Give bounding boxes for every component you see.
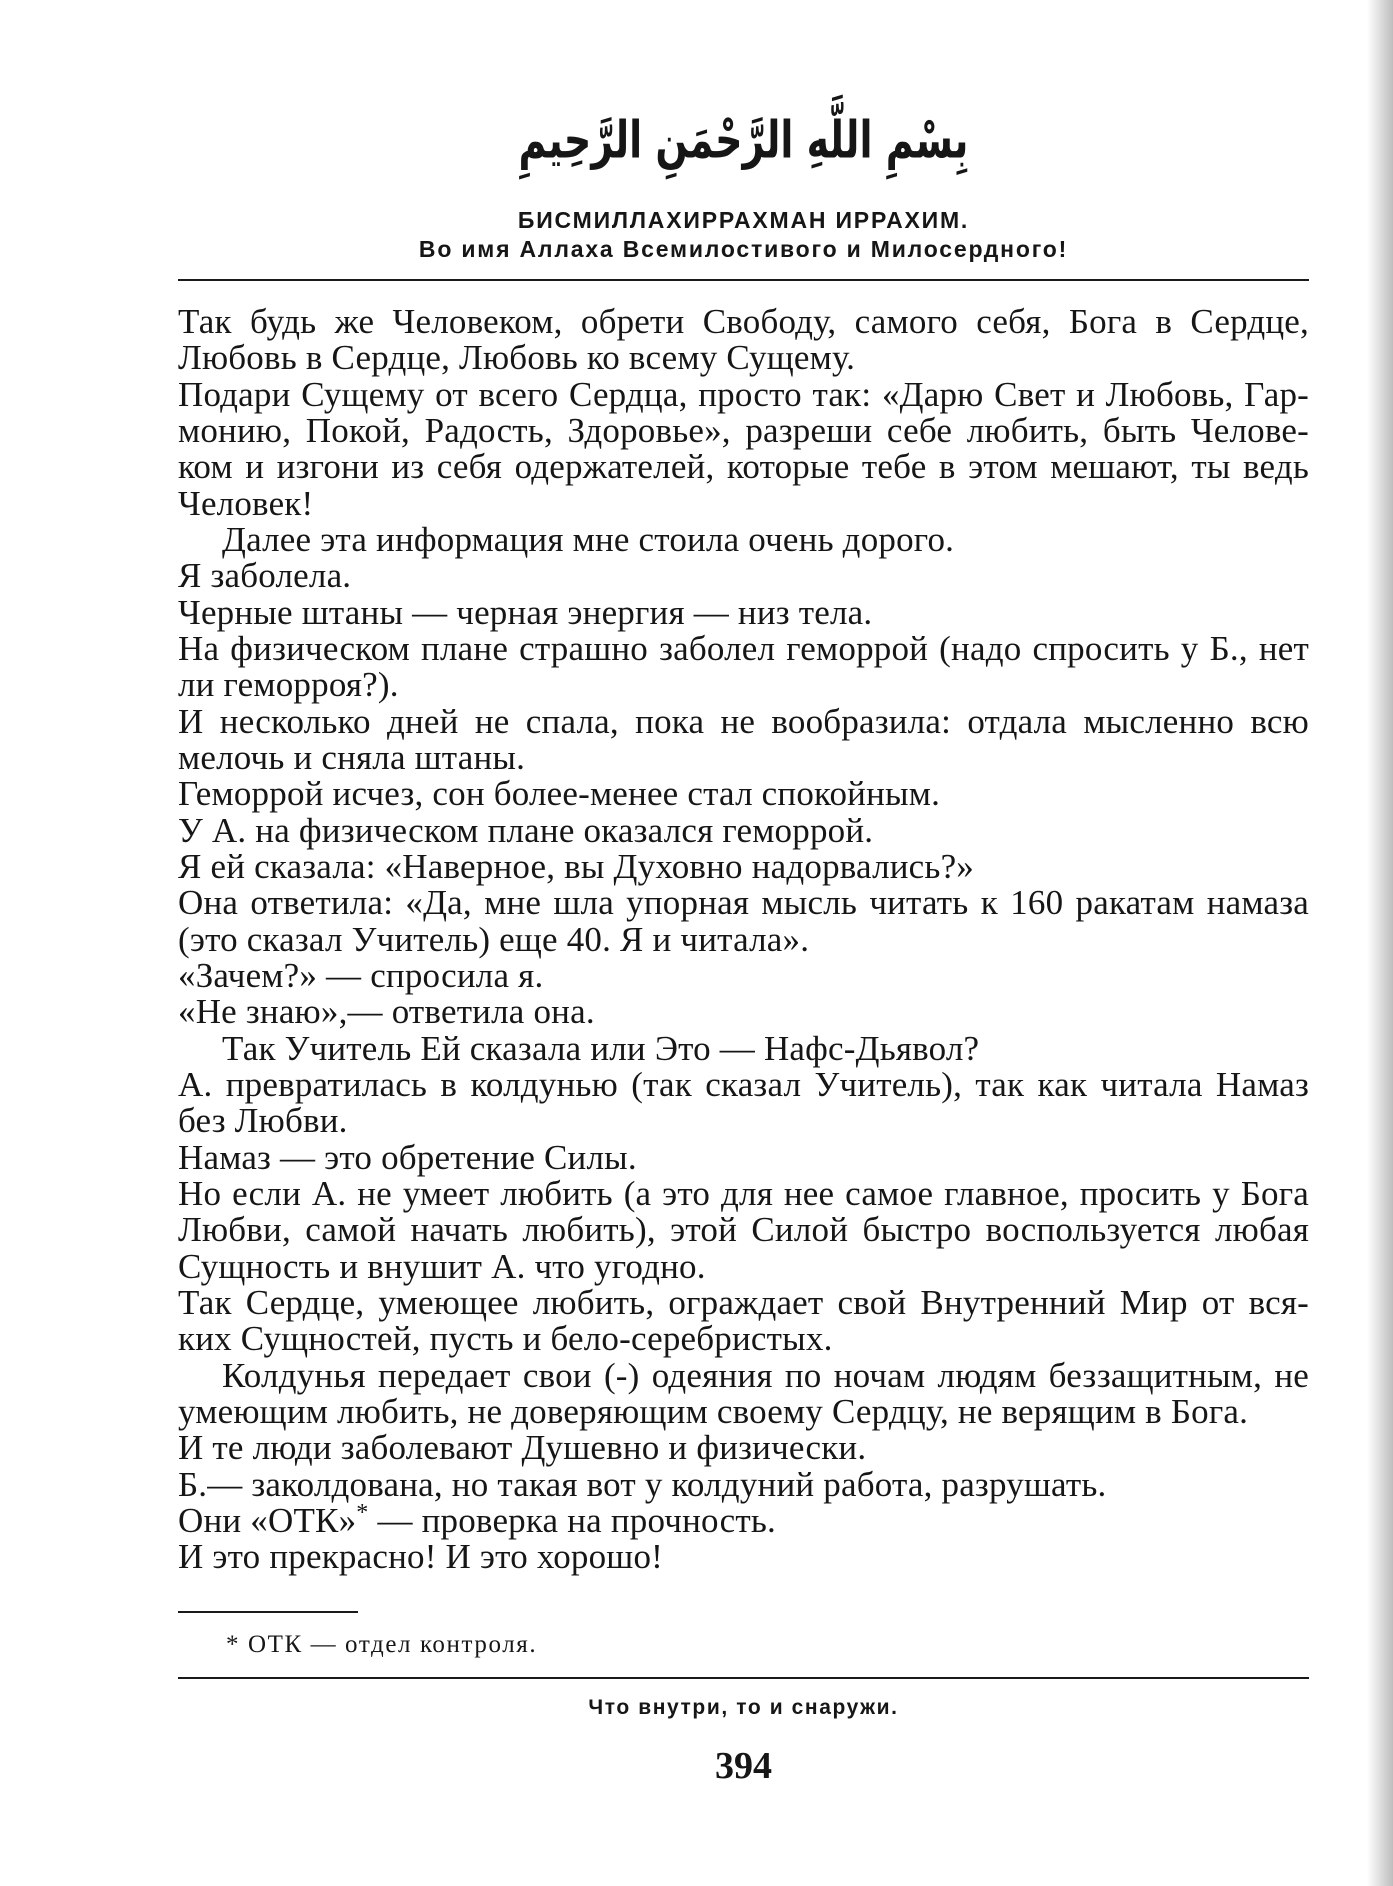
header-divider	[178, 279, 1309, 281]
text-line: Любовь в Сердце, Любовь ко всему Сущему.	[178, 338, 856, 378]
text-line: умеющим любить, не доверяющим своему Сердцу, не верящим в Бога.	[178, 1391, 1249, 1431]
running-title: Что внутри, то и снаружи.	[588, 1696, 899, 1719]
footnote-divider	[178, 1611, 358, 1613]
footnote-marker: *	[356, 1499, 369, 1526]
basmala-transliteration: БИСМИЛЛАХИРРАХМАН ИРРАХИМ.	[517, 207, 970, 233]
page-number: 394	[715, 1745, 772, 1787]
text-line: «Не знаю»,— ответила она.	[178, 992, 595, 1032]
text-line: И те люди заболевают Душевно и физически.	[178, 1428, 867, 1468]
text-line: Подари Сущему от всего Сердца, просто так: «Дарю Свет и Любовь, Гар-	[178, 374, 1309, 414]
text-line: А. превратилась в колдунью (так сказал Учитель), так как читала Намаз	[178, 1064, 1309, 1104]
text-line: Но если А. не умеет любить (а это для нее самое главное, просить у Бога	[178, 1173, 1309, 1213]
text-line: Человек!	[178, 483, 314, 523]
text-line: без Любви.	[178, 1101, 348, 1141]
basmala-translation: Во имя Аллаха Всемилостивого и Милосердного!	[418, 236, 1069, 262]
footnote: * ОТК — отдел контроля.	[226, 1631, 538, 1658]
text-line: Так Учитель Ей сказала или Это — Нафс-Дьявол?	[222, 1028, 980, 1068]
text-line: Б.— заколдована, но такая вот у колдуний работа, разрушать.	[178, 1464, 1107, 1504]
text-fragment: — проверка на прочность.	[368, 1500, 776, 1540]
text-fragment: Они «ОТК»	[178, 1500, 357, 1540]
text-line: Сущность и внушит А. что угодно.	[178, 1246, 706, 1286]
text-line: И это прекрасно! И это хорошо!	[178, 1537, 664, 1577]
text-line: мелочь и сняла штаны.	[178, 737, 526, 777]
text-line: Далее эта информация мне стоила очень дорого.	[222, 519, 955, 559]
text-line: Так будь же Человеком, обрети Свободу, самого себя, Бога в Сердце,	[178, 302, 1309, 341]
text-line: Намаз — это обретение Силы.	[178, 1137, 637, 1177]
text-line: ли геморроя?).	[178, 665, 399, 705]
text-line: ком и изгони из себя одержателей, которые тебе в этом мешают, ты ведь	[178, 447, 1309, 487]
text-line: Геморрой исчез, сон более-менее стал спокойным.	[178, 774, 941, 814]
basmala-arabic-text: بِسْمِ اللَّهِ الرَّحْمَنِ الرَّحِيمِ	[518, 110, 969, 170]
text-line: «Зачем?» — спросила я.	[178, 955, 544, 995]
footer-divider	[178, 1677, 1309, 1679]
text-line: И несколько дней не спала, пока не вообразила: отдала мысленно всю	[178, 701, 1309, 741]
text-line: Любви, самой начать любить), этой Силой быстро воспользуется любая	[178, 1210, 1309, 1250]
text-line: ких Сущностей, пусть и бело-серебристых.	[178, 1319, 833, 1359]
text-line: Черные штаны — черная энергия — низ тела.	[178, 592, 873, 632]
text-line: (это сказал Учитель) еще 40. Я и читала».	[178, 919, 810, 959]
page-edge-shadow	[1367, 0, 1393, 1886]
text-line-with-footnote-ref	[178, 1499, 1309, 1540]
body-text	[178, 304, 1309, 1575]
text-line: монию, Покой, Радость, Здоровье», разреши себе любить, быть Челове-	[178, 410, 1309, 450]
text-line: Колдунья передает свои (-) одеяния по ночам людям беззащитным, не	[222, 1355, 1309, 1395]
text-line: Так Сердце, умеющее любить, ограждает свой Внутренний Мир от вся-	[178, 1282, 1309, 1322]
basmala-calligraphy	[178, 88, 1309, 192]
text-line: На физическом плане страшно заболел геморрой (надо спросить у Б., нет	[178, 628, 1309, 668]
text-line: Она ответила: «Да, мне шла упорная мысль читать к 160 ракатам намаза	[178, 883, 1309, 923]
text-line: Я ей сказала: «Наверное, вы Духовно надорвались?»	[178, 846, 975, 886]
text-line: Я заболела.	[178, 556, 352, 596]
text-line: У А. на физическом плане оказался геморрой.	[178, 810, 874, 850]
